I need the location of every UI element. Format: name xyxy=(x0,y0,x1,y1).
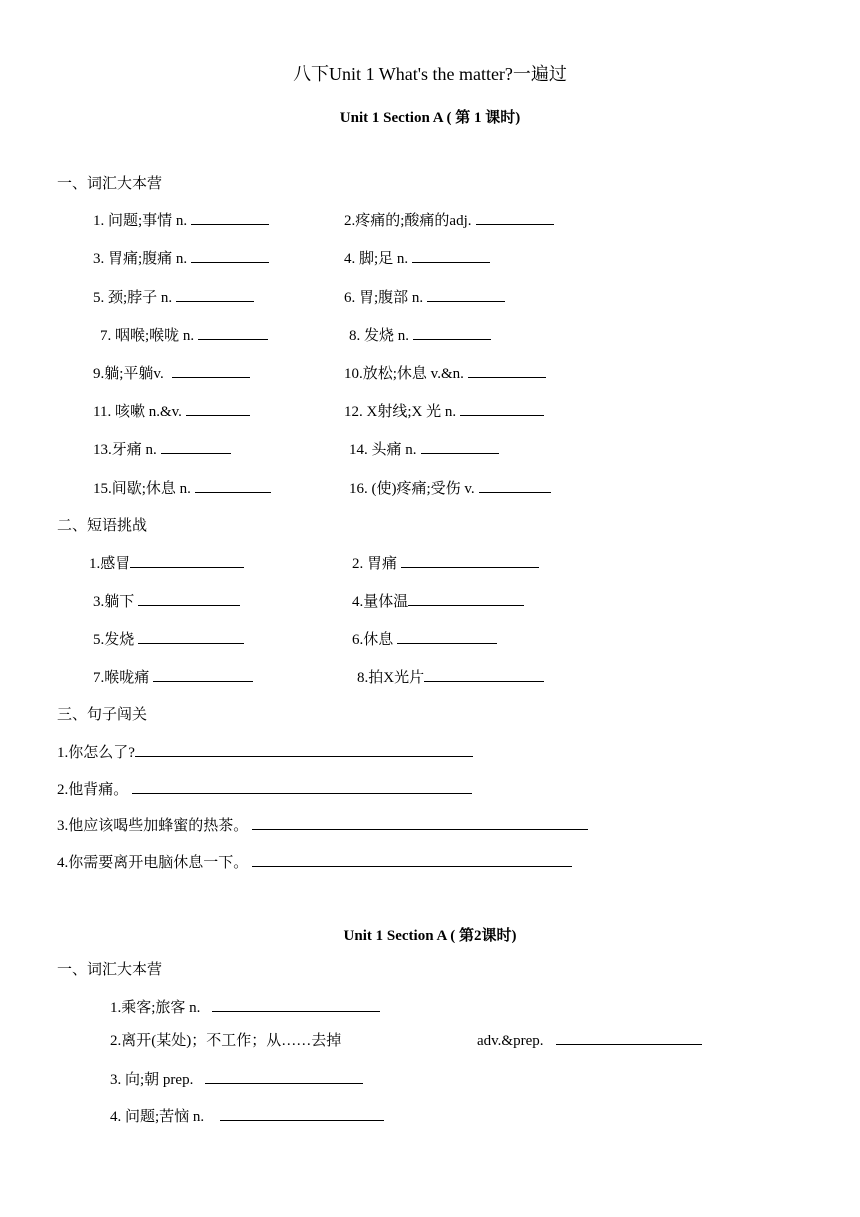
answer-blank[interactable] xyxy=(191,209,269,225)
answer-blank[interactable] xyxy=(479,477,551,493)
phrase-item: 8.拍X光片 xyxy=(357,666,544,687)
phrase-heading: 二、短语挑战 xyxy=(57,516,148,534)
vocab-item: 12. X射线;X 光 n. xyxy=(344,400,544,421)
section-2-title: Unit 1 Section A ( 第2课时) xyxy=(343,928,517,944)
answer-blank[interactable] xyxy=(176,286,254,302)
answer-blank[interactable] xyxy=(153,666,253,682)
answer-blank[interactable] xyxy=(412,247,490,263)
answer-blank[interactable] xyxy=(172,362,250,378)
answer-blank[interactable] xyxy=(252,851,572,867)
answer-blank[interactable] xyxy=(401,552,539,568)
answer-blank[interactable] xyxy=(421,438,499,454)
answer-blank[interactable] xyxy=(191,247,269,263)
vocab-item: 9.躺;平躺v. xyxy=(93,362,250,383)
answer-blank[interactable] xyxy=(476,209,554,225)
vocab-item: 3. 向;朝 prep. xyxy=(110,1068,363,1089)
sentence-heading: 三、句子闯关 xyxy=(57,705,148,723)
vocab-item: 5. 颈;脖子 n. xyxy=(93,286,254,307)
phrase-item: 5.发烧 xyxy=(93,628,244,649)
vocab-item: 2.离开(某处)；不工作；从……去掉 xyxy=(110,1033,342,1049)
phrase-item: 6.休息 xyxy=(352,628,497,649)
answer-blank[interactable] xyxy=(205,1068,363,1084)
answer-blank[interactable] xyxy=(424,666,544,682)
phrase-item: 7.喉咙痛 xyxy=(93,666,253,687)
vocab-item: 16. (使)疼痛;受伤 v. xyxy=(349,477,551,498)
answer-blank[interactable] xyxy=(138,628,244,644)
page-title: 八下Unit 1 What's the matter?一遍过 xyxy=(293,64,567,84)
answer-blank[interactable] xyxy=(186,400,250,416)
answer-blank[interactable] xyxy=(556,1029,702,1045)
section-1-title: Unit 1 Section A ( 第 1 课时) xyxy=(339,110,521,126)
answer-blank[interactable] xyxy=(132,778,472,794)
answer-blank[interactable] xyxy=(397,628,497,644)
phrase-item: 2. 胃痛 xyxy=(352,552,539,573)
sentence-item: 2.他背痛。 xyxy=(57,778,472,799)
vocab-item: 4. 脚;足 n. xyxy=(344,247,490,268)
vocab-item: 1. 问题;事情 n. xyxy=(93,209,269,230)
answer-blank[interactable] xyxy=(138,590,240,606)
answer-blank[interactable] xyxy=(161,438,231,454)
vocab-item: 3. 胃痛;腹痛 n. xyxy=(93,247,269,268)
sentence-item: 1.你怎么了? xyxy=(57,741,473,762)
phrase-item: 4.量体温 xyxy=(352,590,524,611)
vocab-item-pos: adv.&prep. xyxy=(477,1029,702,1050)
vocab-item: 1.乘客;旅客 n. xyxy=(110,996,380,1017)
answer-blank[interactable] xyxy=(252,814,588,830)
answer-blank[interactable] xyxy=(408,590,524,606)
answer-blank[interactable] xyxy=(212,996,380,1012)
vocab-item: 8. 发烧 n. xyxy=(349,324,491,345)
phrase-item: 3.躺下 xyxy=(93,590,240,611)
answer-blank[interactable] xyxy=(220,1105,384,1121)
answer-blank[interactable] xyxy=(413,324,491,340)
vocab-item: 4. 问题;苦恼 n. xyxy=(110,1105,384,1126)
answer-blank[interactable] xyxy=(195,477,271,493)
vocab-heading: 一、词汇大本营 xyxy=(57,174,163,192)
vocab-item: 7. 咽喉;喉咙 n. xyxy=(100,324,268,345)
sentence-item: 4.你需要离开电脑休息一下。 xyxy=(57,851,572,872)
vocab-item: 11. 咳嗽 n.&v. xyxy=(93,400,250,421)
vocab-item: 14. 头痛 n. xyxy=(349,438,499,459)
sentence-item: 3.他应该喝些加蜂蜜的热茶。 xyxy=(57,814,588,835)
vocab-item: 13.牙痛 n. xyxy=(93,438,231,459)
vocab-item: 15.间歇;休息 n. xyxy=(93,477,271,498)
answer-blank[interactable] xyxy=(130,552,244,568)
vocab-item: 10.放松;休息 v.&n. xyxy=(344,362,546,383)
answer-blank[interactable] xyxy=(198,324,268,340)
answer-blank[interactable] xyxy=(427,286,505,302)
answer-blank[interactable] xyxy=(460,400,544,416)
answer-blank[interactable] xyxy=(135,741,473,757)
vocab-heading-2: 一、词汇大本营 xyxy=(57,960,163,978)
phrase-item: 1.感冒 xyxy=(89,552,244,573)
vocab-item: 2.疼痛的;酸痛的adj. xyxy=(344,209,554,230)
answer-blank[interactable] xyxy=(468,362,546,378)
vocab-item: 6. 胃;腹部 n. xyxy=(344,286,505,307)
